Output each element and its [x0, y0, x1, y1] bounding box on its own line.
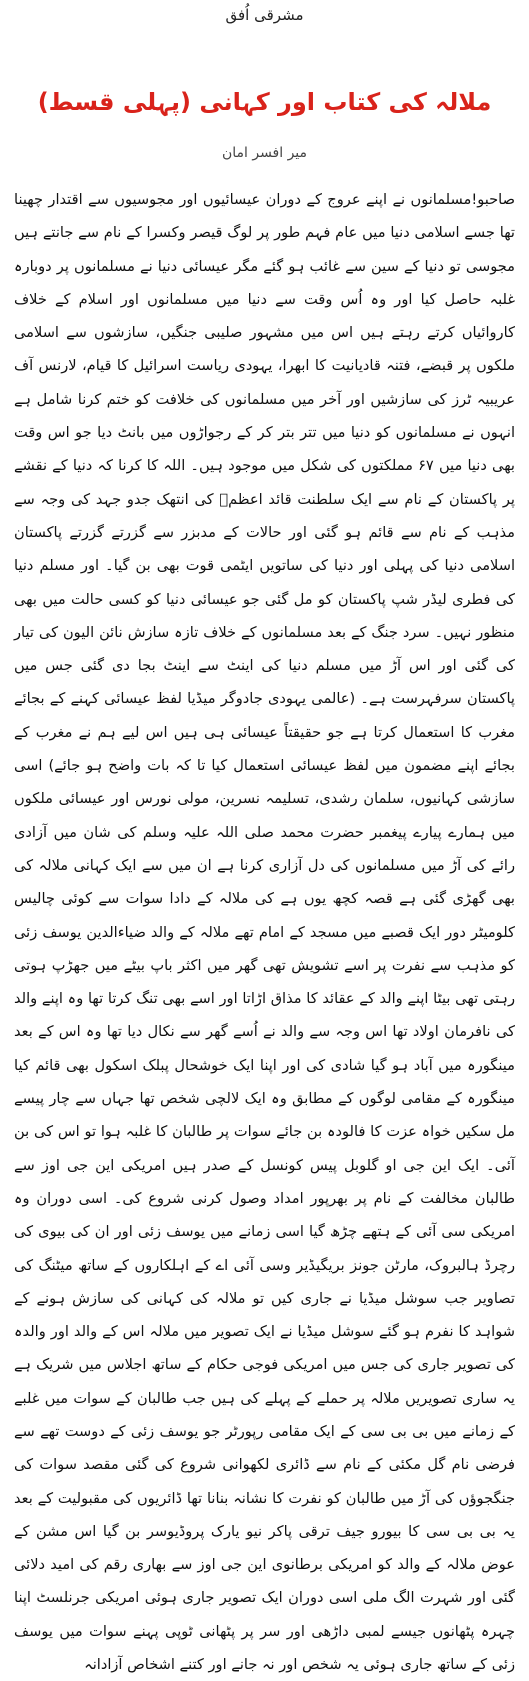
article-paragraph: صاحبو!مسلمانوں نے اپنے عروج کے دوران عیسائیوں اور مجوسیوں سے اقتدار چھینا تھا جسے اسلامی دنیا میں عام فہم طور پر لوگ قیصر وکسرا کے نام سے جانتے ہیں مجوسی تو دنیا کے سین سے غائب ہو گئے مگر عیسائی دنیا نے مسلمانوں پر دوبارہ غلبہ حاصل کیا اور وہ اُس وقت سے دنیا میں مسلمانوں اور اسلام کے خلاف کاروائیاں کرتے رہتے ہیں اس میں مشہور صلیبی جنگیں، سازشوں سے اسلامی ملکوں پر قبضے، فتنہ قادیانیت کا ابھرا، یہودی ریاست اسرائیل کا قیام، لارنس آف عریبیہ ٹرز کی سازشیں اور آخر میں مسلمانوں کی خلافت کو ختم کرنا شامل ہے انہوں نے مسلمانوں کو دنیا میں تتر بتر کر کے رجواڑوں میں بانٹ دیا جو اس وقت بھی دنیا میں ۶۷ مملکتوں کی شکل میں موجود ہیں۔ اللہ کا کرنا کہ دنیا کے نقشے پر پاکستان کے نام سے ایک سلطنت قائد اعظمؒ کی انتھک جدو جہد کی وجہ سے مذہب کے نام سے قائم ہو گئی اور حالات کے مدبزر سے گزرتے گزرتے پاکستان اسلامی دنیا کی پہلی اور دنیا کی ساتویں ایٹمی قوت بھی بن گیا۔ اور مسلم دنیا کی فطری لیڈر شپ پاکستان کو مل گئی جو عیسائی دنیا کو کسی حالت میں بھی منظور نہیں۔ سرد جنگ کے بعد مسلمانوں کے خلاف تازہ سازش نائن الیون کی تیار کی گئی اور اس آڑ میں مسلم دنیا کی اینٹ سے اینٹ بجا دی گئی جس میں پاکستان سرفہرست ہے۔ (عالمی یہودی جادوگر میڈیا لفظ عیسائی کہنے کے بجائے مغرب کا استعمال کرتا ہے جو حقیقتاً عیسائی ہی ہیں اس لیے ہم نے مغرب کے بجائے اپنے مضمون میں لفظ عیسائی استعمال کیا تا کہ بات واضح ہو جائے) اسی سازشی کہانیوں، سلمان رشدی، تسلیمہ نسرین، مولی نورس اور عیسائی ملکوں میں ہمارے پیارے پیغمبر حضرت محمد صلی اللہ علیہ وسلم کی شان میں آزادی رائے کی آڑ میں مسلمانوں کی دل آزاری کرنا ہے ان میں سے ایک کہانی ملالہ کی بھی گھڑی گئی ہے قصہ کچھ یوں ہے کی ملالہ کے دادا سوات سے کوئی چالیس کلومیٹر دور ایک قصبے میں مسجد کے امام تھے ملالہ کے والد ضیاءالدین یوسف زئی کو مذہب سے نفرت پر اسے تشویش تھی گھر میں اکثر باپ بیٹے میں جھڑپ ہوتی رہتی تھی بیٹا اپنے والد کے عقائد کا مذاق اڑاتا اور اسے بھی تنگ کرتا تھا وہ اپنے والد کی نافرمان اولاد تھا اس وجہ سے والد نے اُسے گھر سے نکال دیا تھا وہ اس کے بعد مینگورہ میں آباد ہو گیا شادی کی اور اپنا ایک خوشحال پبلک اسکول بھی قائم کیا مینگورہ کے مقامی لوگوں کے مطابق وہ ایک لالچی شخص تھا جہاں سے چار پیسے مل سکیں خواہ عزت کا فالودہ بن جائے سوات پر طالبان کا غلبہ ہوا تو اس کی بن آئی۔ ایک این جی او گلوبل پیس کونسل کے صدر ہیں امریکی این جی اوز سے طالبان مخالفت کے نام پر بھرپور امداد وصول کرنی شروع کی۔ اسی دوران وہ امریکی سی آئی کے ہتھے چڑھ گیا اسی زمانے میں یوسف زئی اور ان کی بیوی کی رچرڈ ہالبروک، مارٹن جونز بریگیڈیر وسی آئی اے کے اہلکاروں کے ساتھ میٹنگ کی تصاویر جب سوشل میڈیا نے جاری کیں تو ملالہ کی کہانی کی سازش ہونے کے شواہد کا نفرم ہو گئے سوشل میڈیا نے ایک تصویر میں ملالہ اس کے والد اور والدہ کی تصویر جاری کی جس میں امریکی فوجی حکام کے ساتھ اجلاس میں شریک ہے یہ ساری تصویریں ملالہ پر حملے کے پہلے کی ہیں جب طالبان کے سوات میں غلبے کے زمانے میں بی بی سی کے ایک مقامی رپورٹر جو یوسف زئی کے دوست تھے سے فرضی نام گل مکئی کے نام سے ڈائری لکھوانی شروع کی گئی مقصد سوات کی جنگجوؤں کی آڑ میں طالبان کو نفرت کا نشانہ بنانا تھا ڈائریوں کی مقبولیت کے بعد یہ بی بی سی کا بیورو جیف ترقی پاکر نیو یارک پروڈیوسر بن گیا اس مشن کے عوض ملالہ کے والد کو امریکی برطانوی این جی اوز سے بھاری رقم کی امید دلائی گئی اور شہرت الگ ملی اسی دوران ایک تصویر جاری ہوئی امریکی جرنلسٹ اپنا چہرہ پٹھانوں جیسے لمبی داڑھی اور سر پر پٹھانی ٹوپی پہنے سوات میں یوسف زئی کے ساتھ جاری ہوئی یہ شخص اور نہ جانے اور کتنے اشخاص آزادانہ	[14, 191, 515, 1674]
author-byline: میر افسر امان	[221, 145, 308, 161]
section-title: مشرقی اُفق	[225, 6, 304, 24]
article-body	[14, 183, 515, 1681]
article-title: ملالہ کی کتاب اور کہانی (پہلی قسط)	[37, 88, 492, 116]
